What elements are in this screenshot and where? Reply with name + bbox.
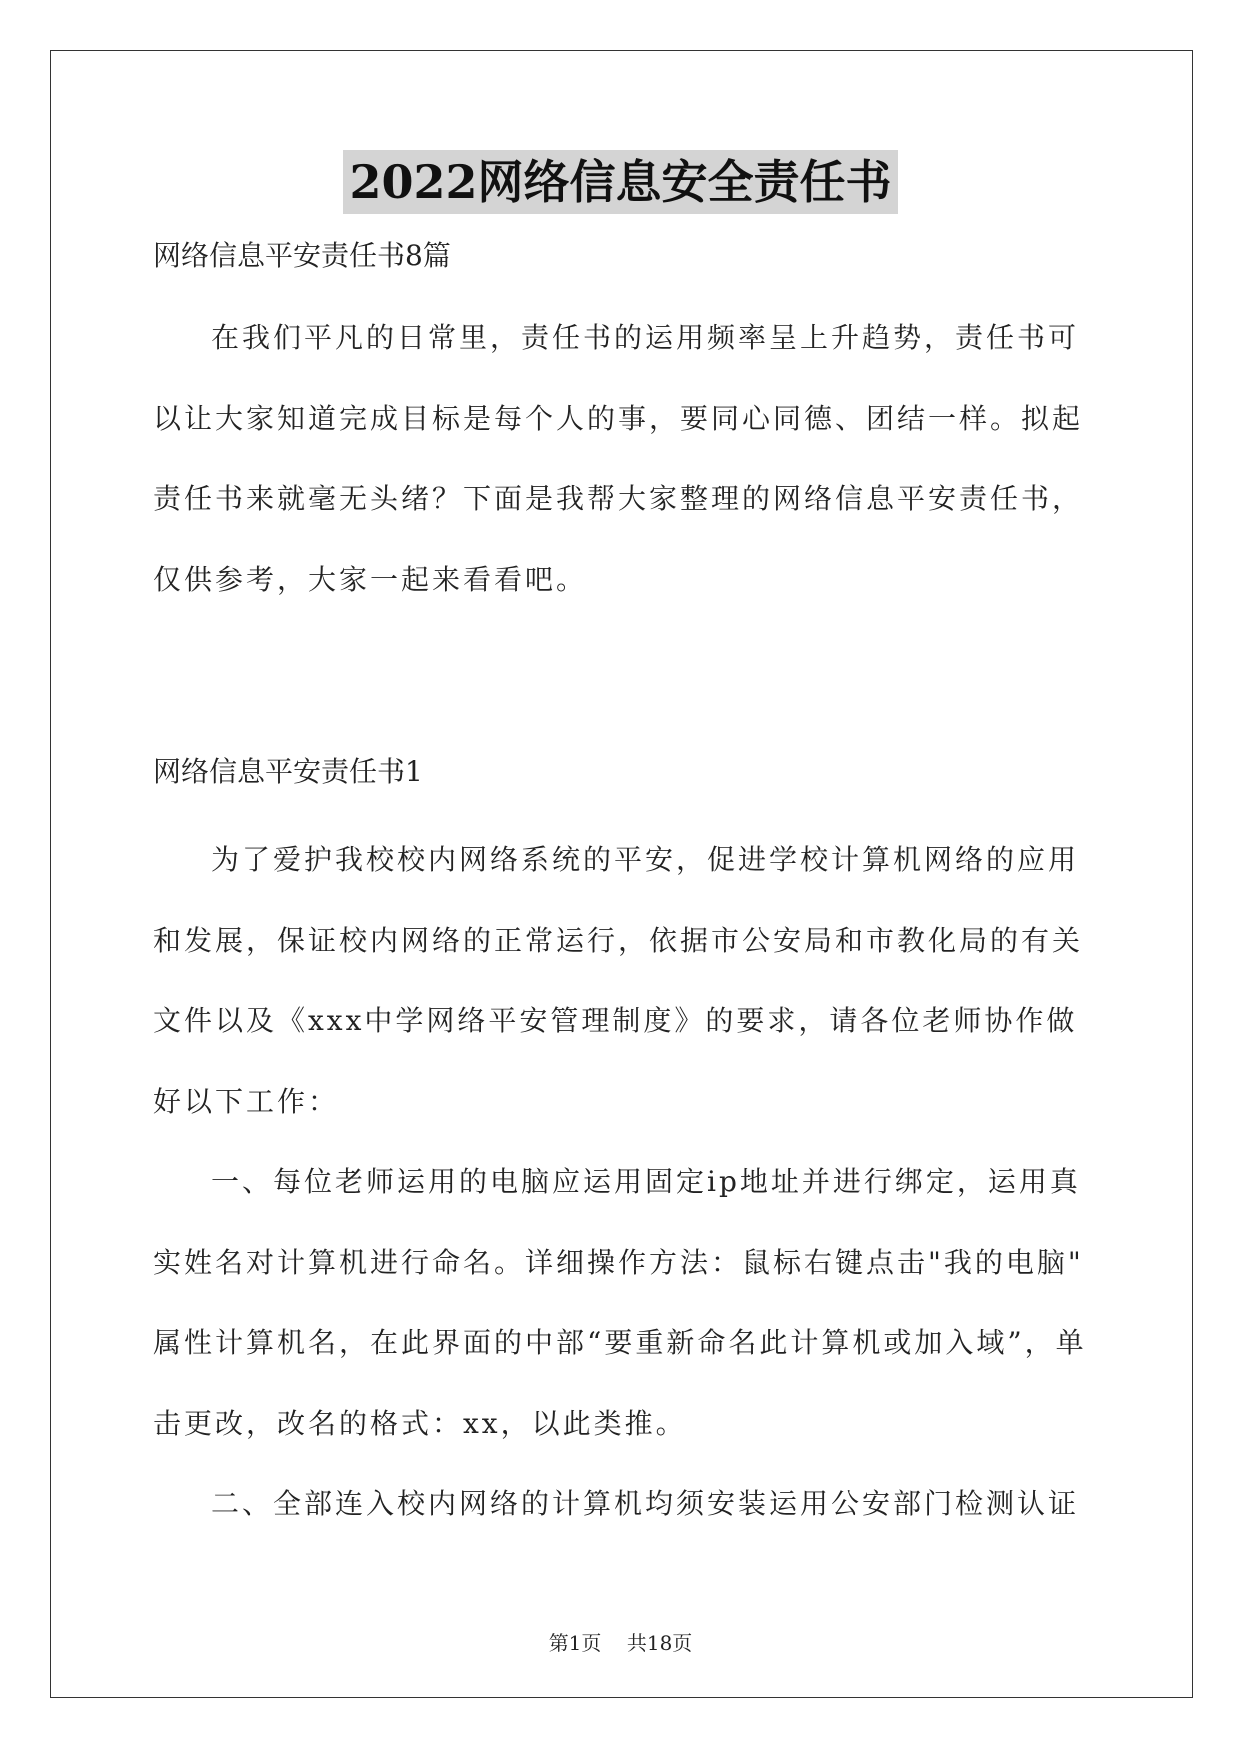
document-body	[153, 236, 1093, 1520]
page-total: 共18页	[626, 1631, 693, 1655]
paragraph-line: 实姓名对计算机进行命名。详细操作方法：鼠标右键点击"我的电脑"	[153, 1245, 1084, 1279]
paragraph-line: 属性计算机名，在此界面的中部“要重新命名此计算机或加入域”，单	[153, 1326, 1087, 1359]
paragraph-line: 为了爱护我校校内网络系统的平安，促进学校计算机网络的应用	[211, 843, 1080, 876]
intro-line: 责任书来就毫无头绪？下面是我帮大家整理的网络信息平安责任书，	[153, 482, 1084, 515]
section-body	[153, 820, 1093, 1545]
intro-line: 仅供参考，大家一起来看看吧。	[153, 562, 588, 596]
paragraph-line: 文件以及《xxx中学网络平安管理制度》的要求，请各位老师协作做	[153, 1004, 1078, 1037]
paragraph-line: 二、全部连入校内网络的计算机均须安装运用公安部门检测认证	[211, 1487, 1080, 1520]
section-paragraph	[153, 1464, 1093, 1545]
title-wrap	[0, 150, 1241, 214]
section-heading: 网络信息平安责任书1	[153, 755, 423, 788]
page-footer	[0, 1630, 1241, 1656]
intro-line: 在我们平凡的日常里，责任书的运用频率呈上升趋势，责任书可	[211, 321, 1080, 354]
section-paragraph	[153, 1142, 1093, 1464]
footer-gap	[601, 1631, 626, 1655]
document-title: 2022网络信息安全责任书	[343, 150, 897, 214]
paragraph-line: 和发展，保证校内网络的正常运行，依据市公安局和市教化局的有关	[153, 923, 1084, 957]
paragraph-line: 好以下工作：	[153, 1084, 340, 1118]
intro-paragraph	[153, 298, 1093, 620]
intro-heading: 网络信息平安责任书8篇	[153, 239, 451, 272]
intro-line: 以让大家知道完成目标是每个人的事，要同心同德、团结一样。拟起	[153, 401, 1084, 435]
paragraph-line: 击更改，改名的格式：xx，以此类推。	[153, 1406, 687, 1440]
page-number: 第1页	[548, 1631, 602, 1655]
section-paragraph	[153, 820, 1093, 1142]
paragraph-line: 一、每位老师运用的电脑应运用固定ip地址并进行绑定，运用真	[211, 1165, 1081, 1198]
